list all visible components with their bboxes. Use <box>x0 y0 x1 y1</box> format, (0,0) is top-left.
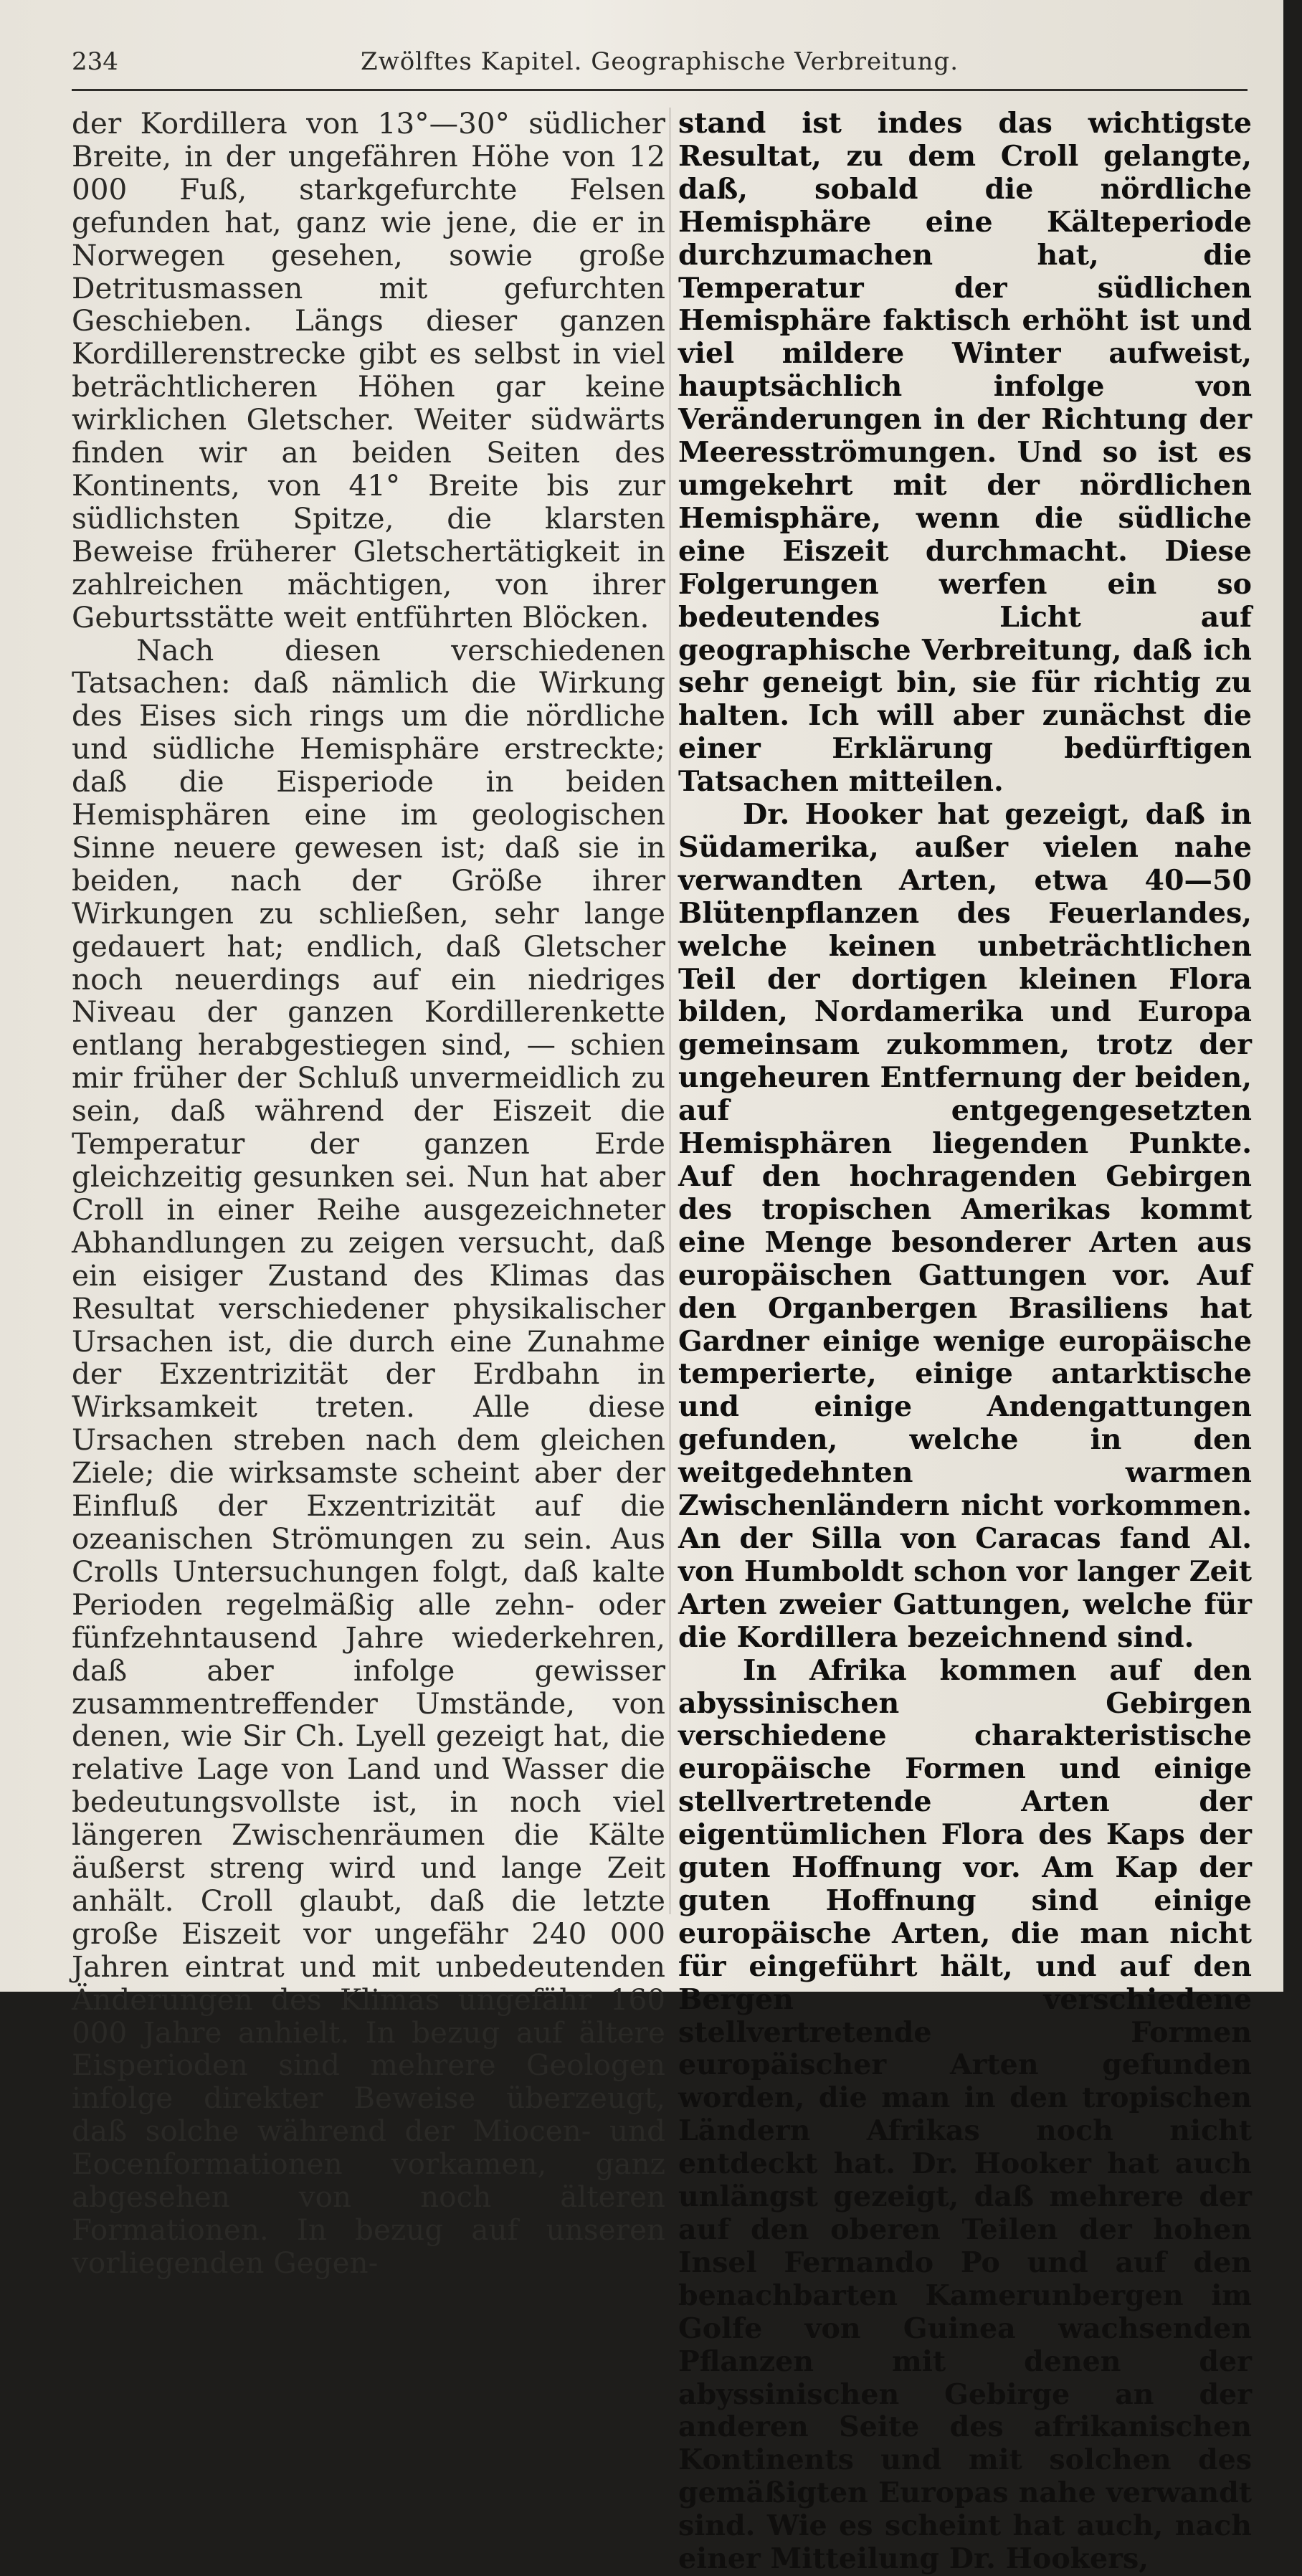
paragraph: Nach diesen verschiedenen Tatsachen: daß nämlich die Wirkung des Eises sich rings um die nördliche und südliche Hemisphäre erstreckte; daß die Eisperiode in beiden Hemisphären eine im geologischen Sinne neuere gewesen ist; daß sie in beiden, nach der Größe ihrer Wirkungen zu schließen, sehr lange gedauert hat; endlich, daß Gletscher noch neuerdings auf ein niedriges Niveau der ganzen Kordillerenkette entlang herabgestiegen sind, — schien mir früher der Schluß unvermeidlich zu sein, daß während der Eiszeit die Temperatur der ganzen Erde gleichzeitig gesunken sei. Nun hat aber Croll in einer Reihe ausgezeichneter Abhandlungen zu zeigen versucht, daß ein eisiger Zustand des Klimas das Resultat verschiedener physikalischer Ursachen ist, die durch eine Zunahme der Exzentrizität der Erdbahn in Wirksamkeit treten. Alle diese Ursachen streben nach dem gleichen Ziele; die wirksamste scheint aber der Einfluß der Exzentrizität auf die ozeanischen Strömungen zu sein. Aus Crolls Untersuchungen folgt, daß kalte Perioden regelmäßig alle zehn- oder fünfzehntausend Jahre wiederkehren, daß aber infolge gewisser zusammentreffender Umstände, von denen, wie Sir Ch. Lyell gezeigt hat, die relative Lage von Land und Wasser die bedeutungsvollste ist, in noch viel längeren Zwischenräumen die Kälte äußerst streng wird und lange Zeit anhält. Croll glaubt, daß die letzte große Eiszeit vor ungefähr 240 000 Jahren eintrat und mit unbedeutenden Änderungen des Klimas ungefähr 160 000 Jahre anhielt. In bezug auf ältere Eisperioden sind mehrere Geologen infolge direkter Beweise überzeugt, daß solche während der Miocen- und Eocenformationen vorkamen, ganz abgesehen von noch älteren Formationen. In bezug auf unseren vorliegenden Gegen- <box>72 632 665 2280</box>
page-number: 234 <box>72 47 118 76</box>
paragraph: Dr. Hooker hat gezeigt, daß in Südamerika, außer vielen nahe verwandten Arten, etwa 40—50 Blütenpflanzen des Feuerlandes, welche keinen unbeträchtlichen Teil der dortigen kleinen Flora bilden, Nordamerika und Europa gemeinsam zukommen, trotz der ungeheuren Entfernung der beiden, auf entgegengesetzten Hemisphären liegenden Punkte. Auf den hochragenden Gebirgen des tropischen Amerikas kommt eine Menge besonderer Arten aus europäischen Gattungen vor. Auf den Organbergen Brasiliens hat Gardner einige wenige europäische temperierte, einige antarktische und einige Andengattungen gefunden, welche in den weitgedehnten warmen Zwischenländern nicht vorkommen. An der Silla von Caracas fand Al. von Humboldt schon vor langer Zeit Arten zweier Gattungen, welche für die Kordillera bezeichnend sind. <box>678 798 1252 1654</box>
left-column <box>72 108 665 2280</box>
running-title: Zwölftes Kapitel. Geographische Verbreitung. <box>360 47 959 76</box>
paragraph: In Afrika kommen auf den abyssinischen Gebirgen verschiedene charakteristische europäische Formen und einige stellvertretende Arten der eigentümlichen Flora des Kaps der guten Hoffnung vor. Am Kap der guten Hoffnung sind einige europäische Arten, die man nicht für eingeführt hält, und auf den Bergen verschiedene stellvertretende Formen europäischer Arten gefunden worden, die man in den tropischen Ländern Afrikas noch nicht entdeckt hat. Dr. Hooker hat auch unlängst gezeigt, daß mehrere der auf den oberen Teilen der hohen Insel Fernando Po und auf den benachbarten Kamerunbergen im Golfe von Guinea wachsenden Pflanzen mit denen der abyssinischen Gebirge an der anderen Seite des afrikanischen Kontinents und mit solchen des gemäßigten Europas nahe verwandt sind. Wie es scheint hat auch, nach einer Mitteilung Dr. Hookers, <box>678 1653 1252 2576</box>
page-header <box>72 42 1248 82</box>
right-column <box>678 108 1252 2576</box>
paragraph: der Kordillera von 13°—30° südlicher Breite, in der ungefähren Höhe von 12 000 Fuß, starkgefurchte Felsen gefunden hat, ganz wie jene, die er in Norwegen gesehen, sowie große Detritusmassen mit gefurchten Geschieben. Längs dieser ganzen Kordillerenstrecke gibt es selbst in viel beträchtlicheren Höhen gar keine wirklichen Gletscher. Weiter südwärts finden wir an beiden Seiten des Kontinents, von 41° Breite bis zur südlichsten Spitze, die klarsten Beweise früherer Gletschertätigkeit in zahlreichen mächtigen, von ihrer Geburtsstätte weit entführten Blöcken. <box>72 106 665 635</box>
paragraph: stand ist indes das wichtigste Resultat, zu dem Croll gelangte, daß, sobald die nördliche Hemisphäre eine Kälteperiode durchzumachen hat, die Temperatur der südlichen Hemisphäre faktisch erhöht ist und viel mildere Winter aufweist, hauptsächlich infolge von Veränderungen in der Richtung der Meeresströmungen. Und so ist es umgekehrt mit der nördlichen Hemisphäre, wenn die südliche eine Eiszeit durchmacht. Diese Folgerungen werfen ein so bedeutendes Licht auf geographische Verbreitung, daß ich sehr geneigt bin, sie für richtig zu halten. Ich will aber zunächst die einer Erklärung bedürftigen Tatsachen mitteilen. <box>678 107 1252 799</box>
header-rule <box>72 89 1248 91</box>
